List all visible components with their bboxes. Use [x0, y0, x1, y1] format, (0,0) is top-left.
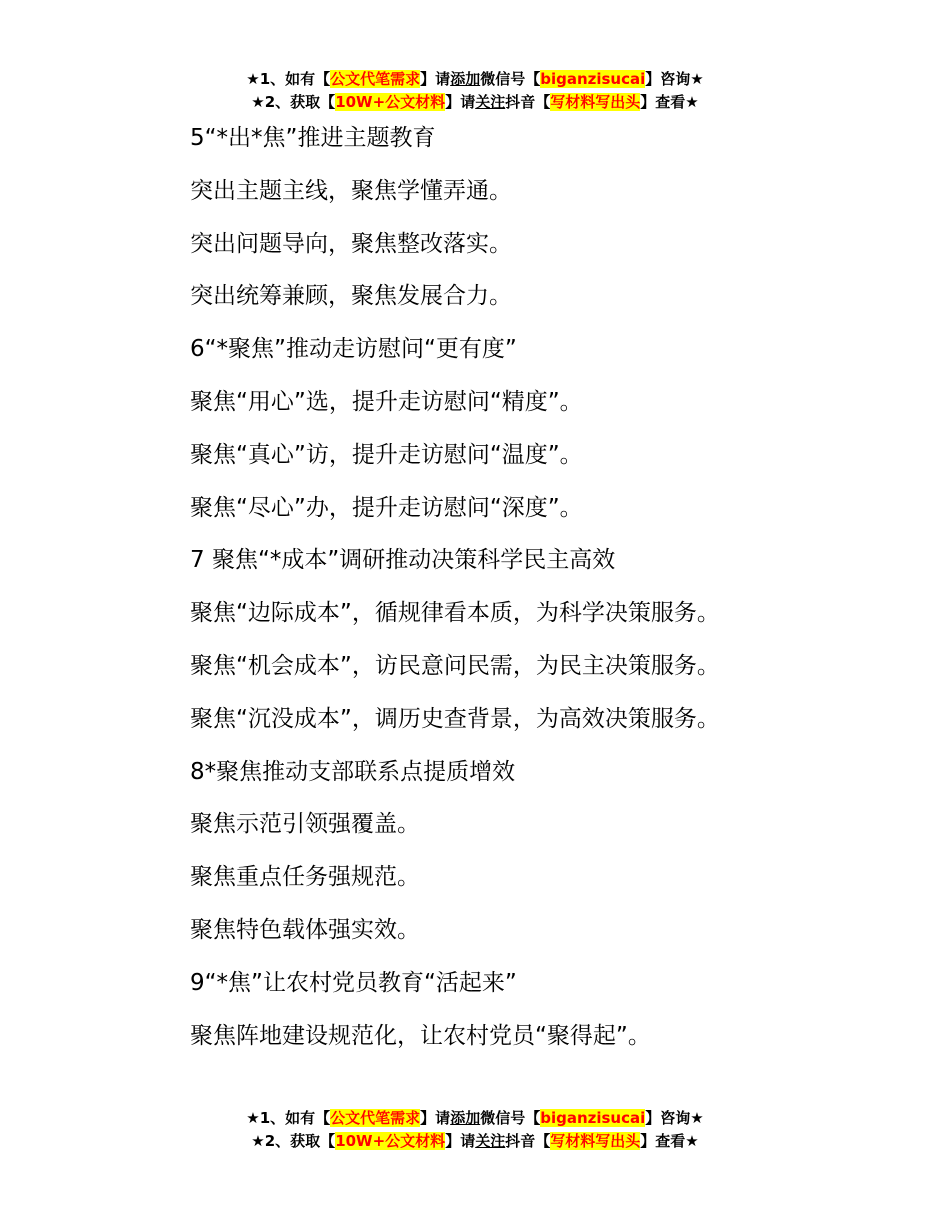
paragraph-line: 突出问题导向，聚焦整改落实。: [190, 230, 512, 257]
banner-line-1: [0, 1107, 950, 1130]
paragraph-line: 聚焦重点任务强规范。: [190, 864, 420, 891]
banner-highlight-materials: 10W+公文材料: [335, 93, 446, 111]
banner-text: ★2、获取【: [251, 93, 336, 111]
banner-text: ★2、获取【: [251, 1132, 336, 1150]
banner-underline-follow: 关注: [475, 93, 506, 111]
paragraph-line: 聚焦“尽心”办，提升走访慰问“深度”。: [190, 494, 583, 521]
banner-underline-add: 添加: [450, 1109, 481, 1127]
banner-line-2: [0, 1130, 950, 1153]
banner-highlight-service: 公文代笔需求: [330, 70, 421, 88]
banner-text: 微信号【: [480, 70, 541, 88]
paragraph-line: 突出统筹兼顾，聚焦发展合力。: [190, 283, 512, 310]
header-banner: [0, 68, 950, 114]
banner-text: 】请: [420, 1109, 451, 1127]
banner-highlight-douyin-account: 写材料写出头: [550, 93, 641, 111]
banner-text: 】请: [445, 1132, 476, 1150]
banner-highlight-douyin-account: 写材料写出头: [550, 1132, 641, 1150]
paragraph-line: 聚焦“边际成本”，循规律看本质，为科学决策服务。: [190, 600, 720, 627]
paragraph-line: 聚焦“机会成本”，访民意问民需，为民主决策服务。: [190, 652, 720, 679]
banner-text: 】请: [445, 93, 476, 111]
paragraph-line: 聚焦特色载体强实效。: [190, 916, 420, 943]
banner-text: 】查看★: [640, 93, 699, 111]
banner-line-2: [0, 91, 950, 114]
section-heading-6: 6“*聚焦”推动走访慰问“更有度”: [190, 336, 517, 363]
section-heading-7: 7 聚焦“*成本”调研推动决策科学民主高效: [190, 547, 616, 574]
paragraph-line: 突出主题主线，聚焦学懂弄通。: [190, 177, 512, 204]
paragraph-line: 聚焦“沉没成本”，调历史查背景，为高效决策服务。: [190, 705, 720, 732]
banner-text: ★1、如有【: [246, 1109, 331, 1127]
banner-text: 抖音【: [505, 93, 551, 111]
paragraph-line: 聚焦示范引领强覆盖。: [190, 811, 420, 838]
banner-underline-add: 添加: [450, 70, 481, 88]
paragraph-line: 聚焦“真心”访，提升走访慰问“温度”。: [190, 441, 583, 468]
banner-text: ★1、如有【: [246, 70, 331, 88]
banner-text: 】请: [420, 70, 451, 88]
section-heading-5: 5“*出*焦”推进主题教育: [190, 125, 436, 151]
banner-text: 抖音【: [505, 1132, 551, 1150]
footer-banner: [0, 1107, 950, 1153]
banner-highlight-materials: 10W+公文材料: [335, 1132, 446, 1150]
section-heading-9: 9“*焦”让农村党员教育“活起来”: [190, 969, 517, 996]
banner-text: 微信号【: [480, 1109, 541, 1127]
banner-highlight-wechat-id: biganzisucai: [540, 1109, 646, 1127]
banner-highlight-wechat-id: biganzisucai: [540, 70, 646, 88]
banner-text: 】咨询★: [645, 1109, 704, 1127]
paragraph-line: 聚焦阵地建设规范化，让农村党员“聚得起”。: [190, 1022, 651, 1049]
banner-text: 】咨询★: [645, 70, 704, 88]
banner-underline-follow: 关注: [475, 1132, 506, 1150]
paragraph-line: 聚焦“用心”选，提升走访慰问“精度”。: [190, 388, 583, 415]
banner-line-1: [0, 68, 950, 91]
banner-text: 】查看★: [640, 1132, 699, 1150]
banner-highlight-service: 公文代笔需求: [330, 1109, 421, 1127]
document-body: [190, 116, 910, 1066]
section-heading-8: 8*聚焦推动支部联系点提质增效: [190, 758, 516, 785]
